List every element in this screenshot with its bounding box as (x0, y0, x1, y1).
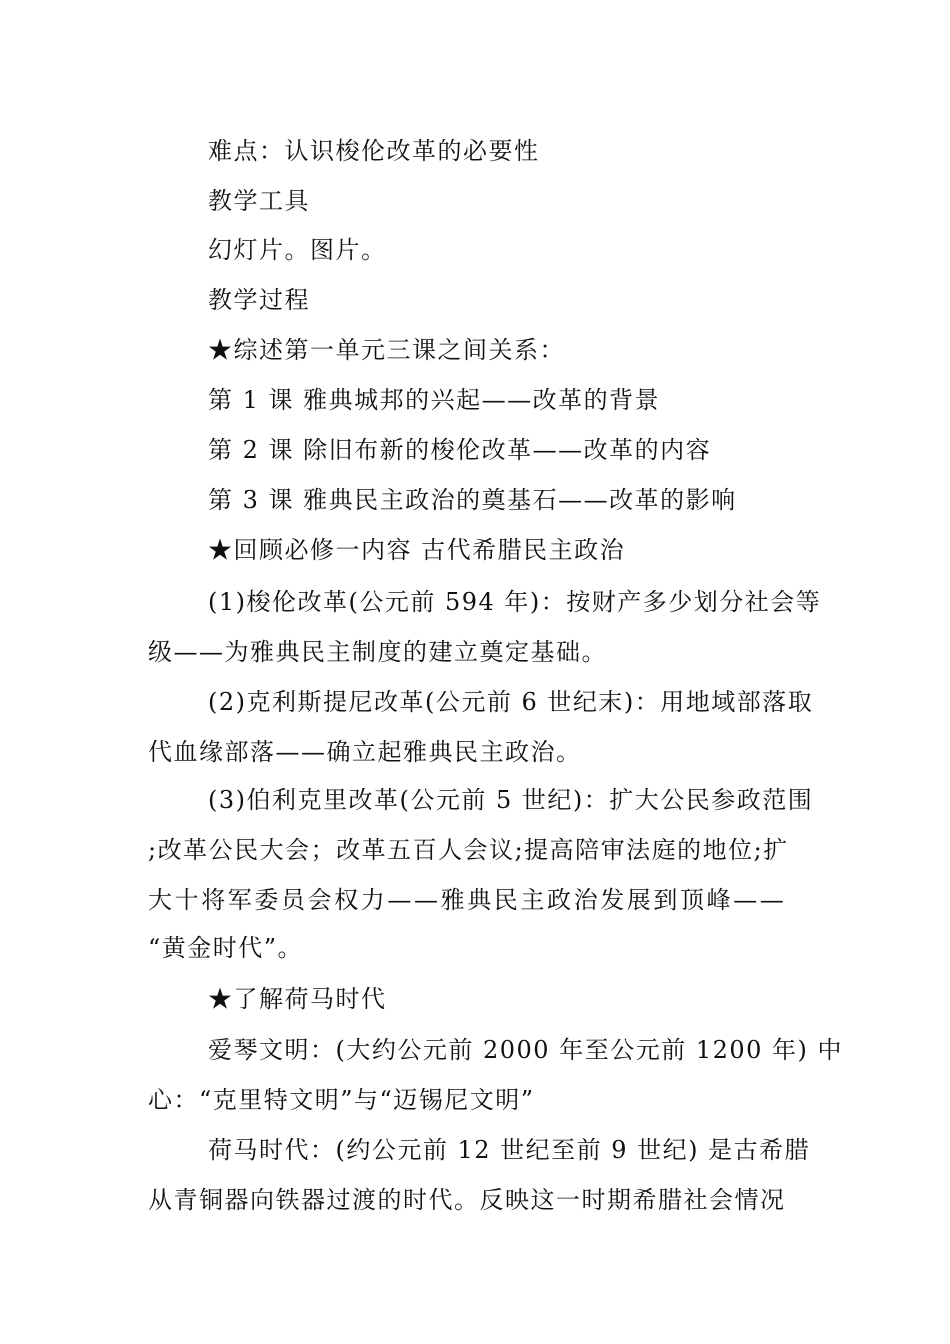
cleisthenes-reform-line-2: 代血缘部落——确立起雅典民主政治。 (148, 738, 582, 766)
homeric-age-heading: ★了解荷马时代 (208, 985, 387, 1013)
lesson-1-line: 第 1 课 雅典城邦的兴起——改革的背景 (208, 386, 661, 414)
cleisthenes-reform-line-1: (2)克利斯提尼改革(公元前 6 世纪末)：用地域部落取 (208, 688, 814, 716)
teaching-process-heading: 教学过程 (208, 286, 310, 314)
lesson-3-line: 第 3 课 雅典民主政治的奠基石——改革的影响 (208, 486, 737, 514)
homeric-age-line-2: 从青铜器向铁器过渡的时代。反映这一时期希腊社会情况 (148, 1186, 786, 1214)
review-heading: ★回顾必修一内容 古代希腊民主政治 (208, 536, 626, 564)
solon-reform-line-2: 级——为雅典民主制度的建立奠定基础。 (148, 638, 607, 666)
lesson-2-line: 第 2 课 除旧布新的梭伦改革——改革的内容 (208, 436, 712, 464)
aegean-civilization-line-1: 爱琴文明：(大约公元前 2000 年至公元前 1200 年) 中 (208, 1036, 844, 1064)
difficulty-line: 难点：认识梭伦改革的必要性 (208, 137, 540, 165)
pericles-reform-line-1: (3)伯利克里改革(公元前 5 世纪)：扩大公民参政范围 (208, 786, 814, 814)
solon-reform-line-1: (1)梭伦改革(公元前 594 年)：按财产多少划分社会等 (208, 588, 822, 616)
pericles-reform-line-4: “黄金时代”。 (148, 934, 304, 962)
pericles-reform-line-3: 大十将军委员会权力——雅典民主政治发展到顶峰—— (148, 886, 787, 914)
teaching-tools-text: 幻灯片。图片。 (208, 236, 387, 264)
homeric-age-line-1: 荷马时代：(约公元前 12 世纪至前 9 世纪) 是古希腊 (208, 1136, 811, 1164)
teaching-tools-heading: 教学工具 (208, 187, 310, 215)
summary-heading: ★综述第一单元三课之间关系： (208, 336, 565, 364)
aegean-civilization-line-2: 心：“克里特文明”与“迈锡尼文明” (148, 1086, 535, 1114)
pericles-reform-line-2: ;改革公民大会；改革五百人会议;提高陪审法庭的地位;扩 (148, 836, 789, 864)
